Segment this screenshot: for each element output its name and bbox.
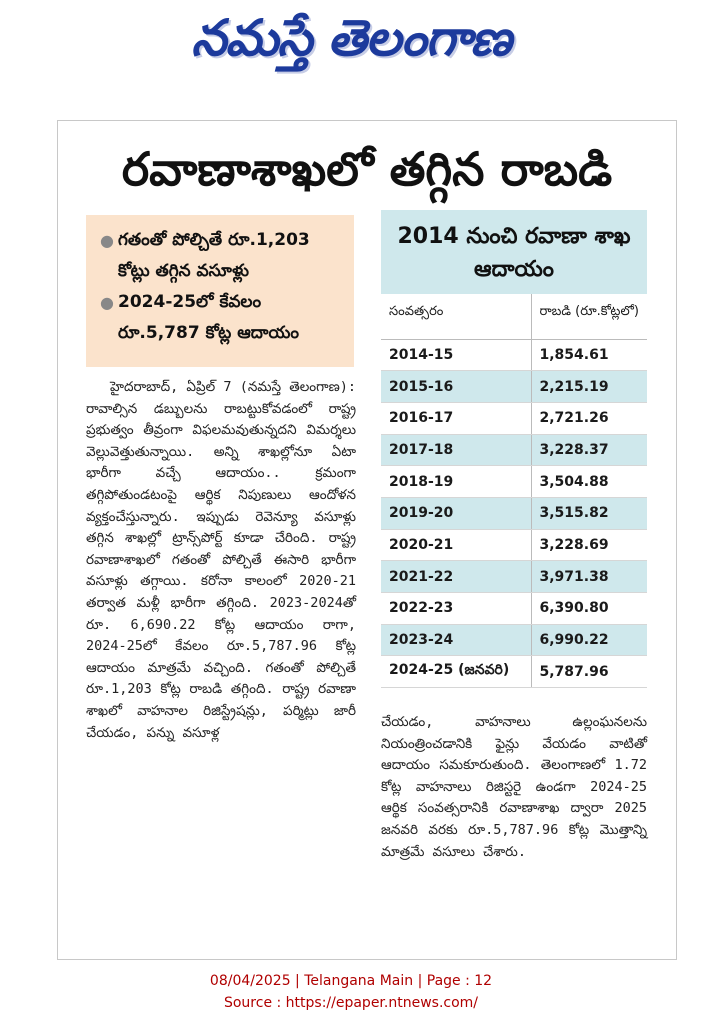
revenue-table	[381, 294, 647, 688]
cell-year: 2018-19	[381, 466, 531, 498]
newspaper-masthead: నమస్తే తెలంగాణ	[191, 9, 511, 67]
summary-bullet	[96, 225, 344, 287]
cell-year: 2016-17	[381, 402, 531, 434]
revenue-panel	[381, 210, 647, 688]
cell-revenue: 3,504.88	[531, 466, 647, 498]
footer-edition-line: 08/04/2025 | Telangana Main | Page : 12	[209, 973, 493, 989]
table-row	[381, 529, 647, 561]
summary-bullet	[96, 287, 344, 349]
summary-bullet-list	[96, 225, 344, 349]
cell-revenue: 6,390.80	[531, 593, 647, 625]
cell-year: 2023-24	[381, 624, 531, 656]
table-row	[381, 561, 647, 593]
table-row	[381, 624, 647, 656]
bullet-icon: ●	[100, 231, 114, 250]
summary-bullet-text: 2024-25లో కేవలం రూ.5,787 కోట్ల ఆదాయం	[118, 292, 299, 343]
table-row	[381, 656, 647, 688]
cell-year: 2021-22	[381, 561, 531, 593]
table-row	[381, 593, 647, 625]
cell-revenue: 2,721.26	[531, 402, 647, 434]
summary-bullet-text: గతంతో పోల్చితే రూ.1,203 కోట్లు తగ్గిన వసూళ్లు	[118, 230, 310, 281]
cell-year: 2024-25 (జనవరి)	[381, 656, 531, 688]
cell-revenue: 5,787.96	[531, 656, 647, 688]
footer-source-line: Source : https://epaper.ntnews.com/	[223, 995, 479, 1011]
cell-year: 2015-16	[381, 371, 531, 403]
table-row	[381, 497, 647, 529]
table-row	[381, 339, 647, 371]
article-headline: రవాణాశాఖలో తగ్గిన రాబడి	[121, 142, 613, 196]
cell-year: 2019-20	[381, 497, 531, 529]
cell-year: 2017-18	[381, 434, 531, 466]
table-row	[381, 466, 647, 498]
table-header-row	[381, 294, 647, 339]
table-row	[381, 371, 647, 403]
article-body-left: హైదరాబాద్, ఏప్రిల్ 7 (నమస్తే తెలంగాణ): రావాల్సిన డబ్బులను రాబట్టుకోవడంలో రాష్ట్ర ప్రభుత్వం తీవ్రంగా విఫలమవుతున్నదని విమర్శలు వెల్లువెత్తుతున్నాయి. అన్ని శాఖల్లోనూ ఏటా భారీగా వచ్చే ఆదాయం.. క్రమంగా తగ్గిపోతుండటంపై ఆర్థిక నిపుణులు ఆందోళన వ్యక్తంచేస్తున్నారు. ఇప్పుడు రెవెన్యూ వసూళ్లు తగ్గిన శాఖల్లో ట్రాన్స్‌పోర్ట్ కూడా చేరింది. రాష్ట్ర రవాణాశాఖలో గతంతో పోల్చితే ఈసారి భారీగా వసూళ్లు తగ్గాయి. కరోనా కాలంలో 2020-21 తర్వాత మళ్లీ భారీగా తగ్గింది. 2023-2024తో రూ. 6,690.22 కోట్ల ఆదాయం రాగా, 2024-25లో కేవలం రూ.5,787.96 కోట్ల ఆదాయం మాత్రమే వచ్చింది. గతంతో పోల్చితే రూ.1,203 కోట్ల రాబడి తగ్గింది. రాష్ట్ర రవాణా శాఖలో వాహనాల రిజిస్ట్రేషన్లు, పర్మిట్లు జారీ చేయడం, పన్ను వసూళ్ల	[86, 379, 356, 741]
cell-year: 2020-21	[381, 529, 531, 561]
cell-year: 2014-15	[381, 339, 531, 371]
column-header-revenue: రాబడి (రూ.కోట్లలో)	[531, 294, 647, 339]
cell-revenue: 3,228.69	[531, 529, 647, 561]
cell-revenue: 1,854.61	[531, 339, 647, 371]
table-row	[381, 402, 647, 434]
cell-revenue: 2,215.19	[531, 371, 647, 403]
column-header-year: సంవత్సరం	[381, 294, 531, 339]
bullet-icon: ●	[100, 293, 114, 312]
revenue-table-title: 2014 నుంచి రవాణా శాఖ ఆదాయం	[381, 210, 647, 294]
page-footer	[0, 970, 702, 1014]
cell-revenue: 6,990.22	[531, 624, 647, 656]
article-body-right: చేయడం, వాహనాలు ఉల్లంఘనలను నియంత్రించడానికి ఫైన్లు వేయడం వాటితో ఆదాయం సమకూరుతుంది. తెలంగాణలో 1.72 కోట్ల వాహనాలు రిజిస్టరై ఉండగా 2024-25 ఆర్థిక సంవత్సరానికి రవాణాశాఖ ద్వారా 2025 జనవరి వరకు రూ.5,787.96 కోట్ల మొత్తాన్ని మాత్రమే వసూలు చేశారు.	[381, 714, 647, 860]
cell-year: 2022-23	[381, 593, 531, 625]
cell-revenue: 3,971.38	[531, 561, 647, 593]
table-row	[381, 434, 647, 466]
summary-box	[86, 215, 354, 367]
cell-revenue: 3,228.37	[531, 434, 647, 466]
cell-revenue: 3,515.82	[531, 497, 647, 529]
